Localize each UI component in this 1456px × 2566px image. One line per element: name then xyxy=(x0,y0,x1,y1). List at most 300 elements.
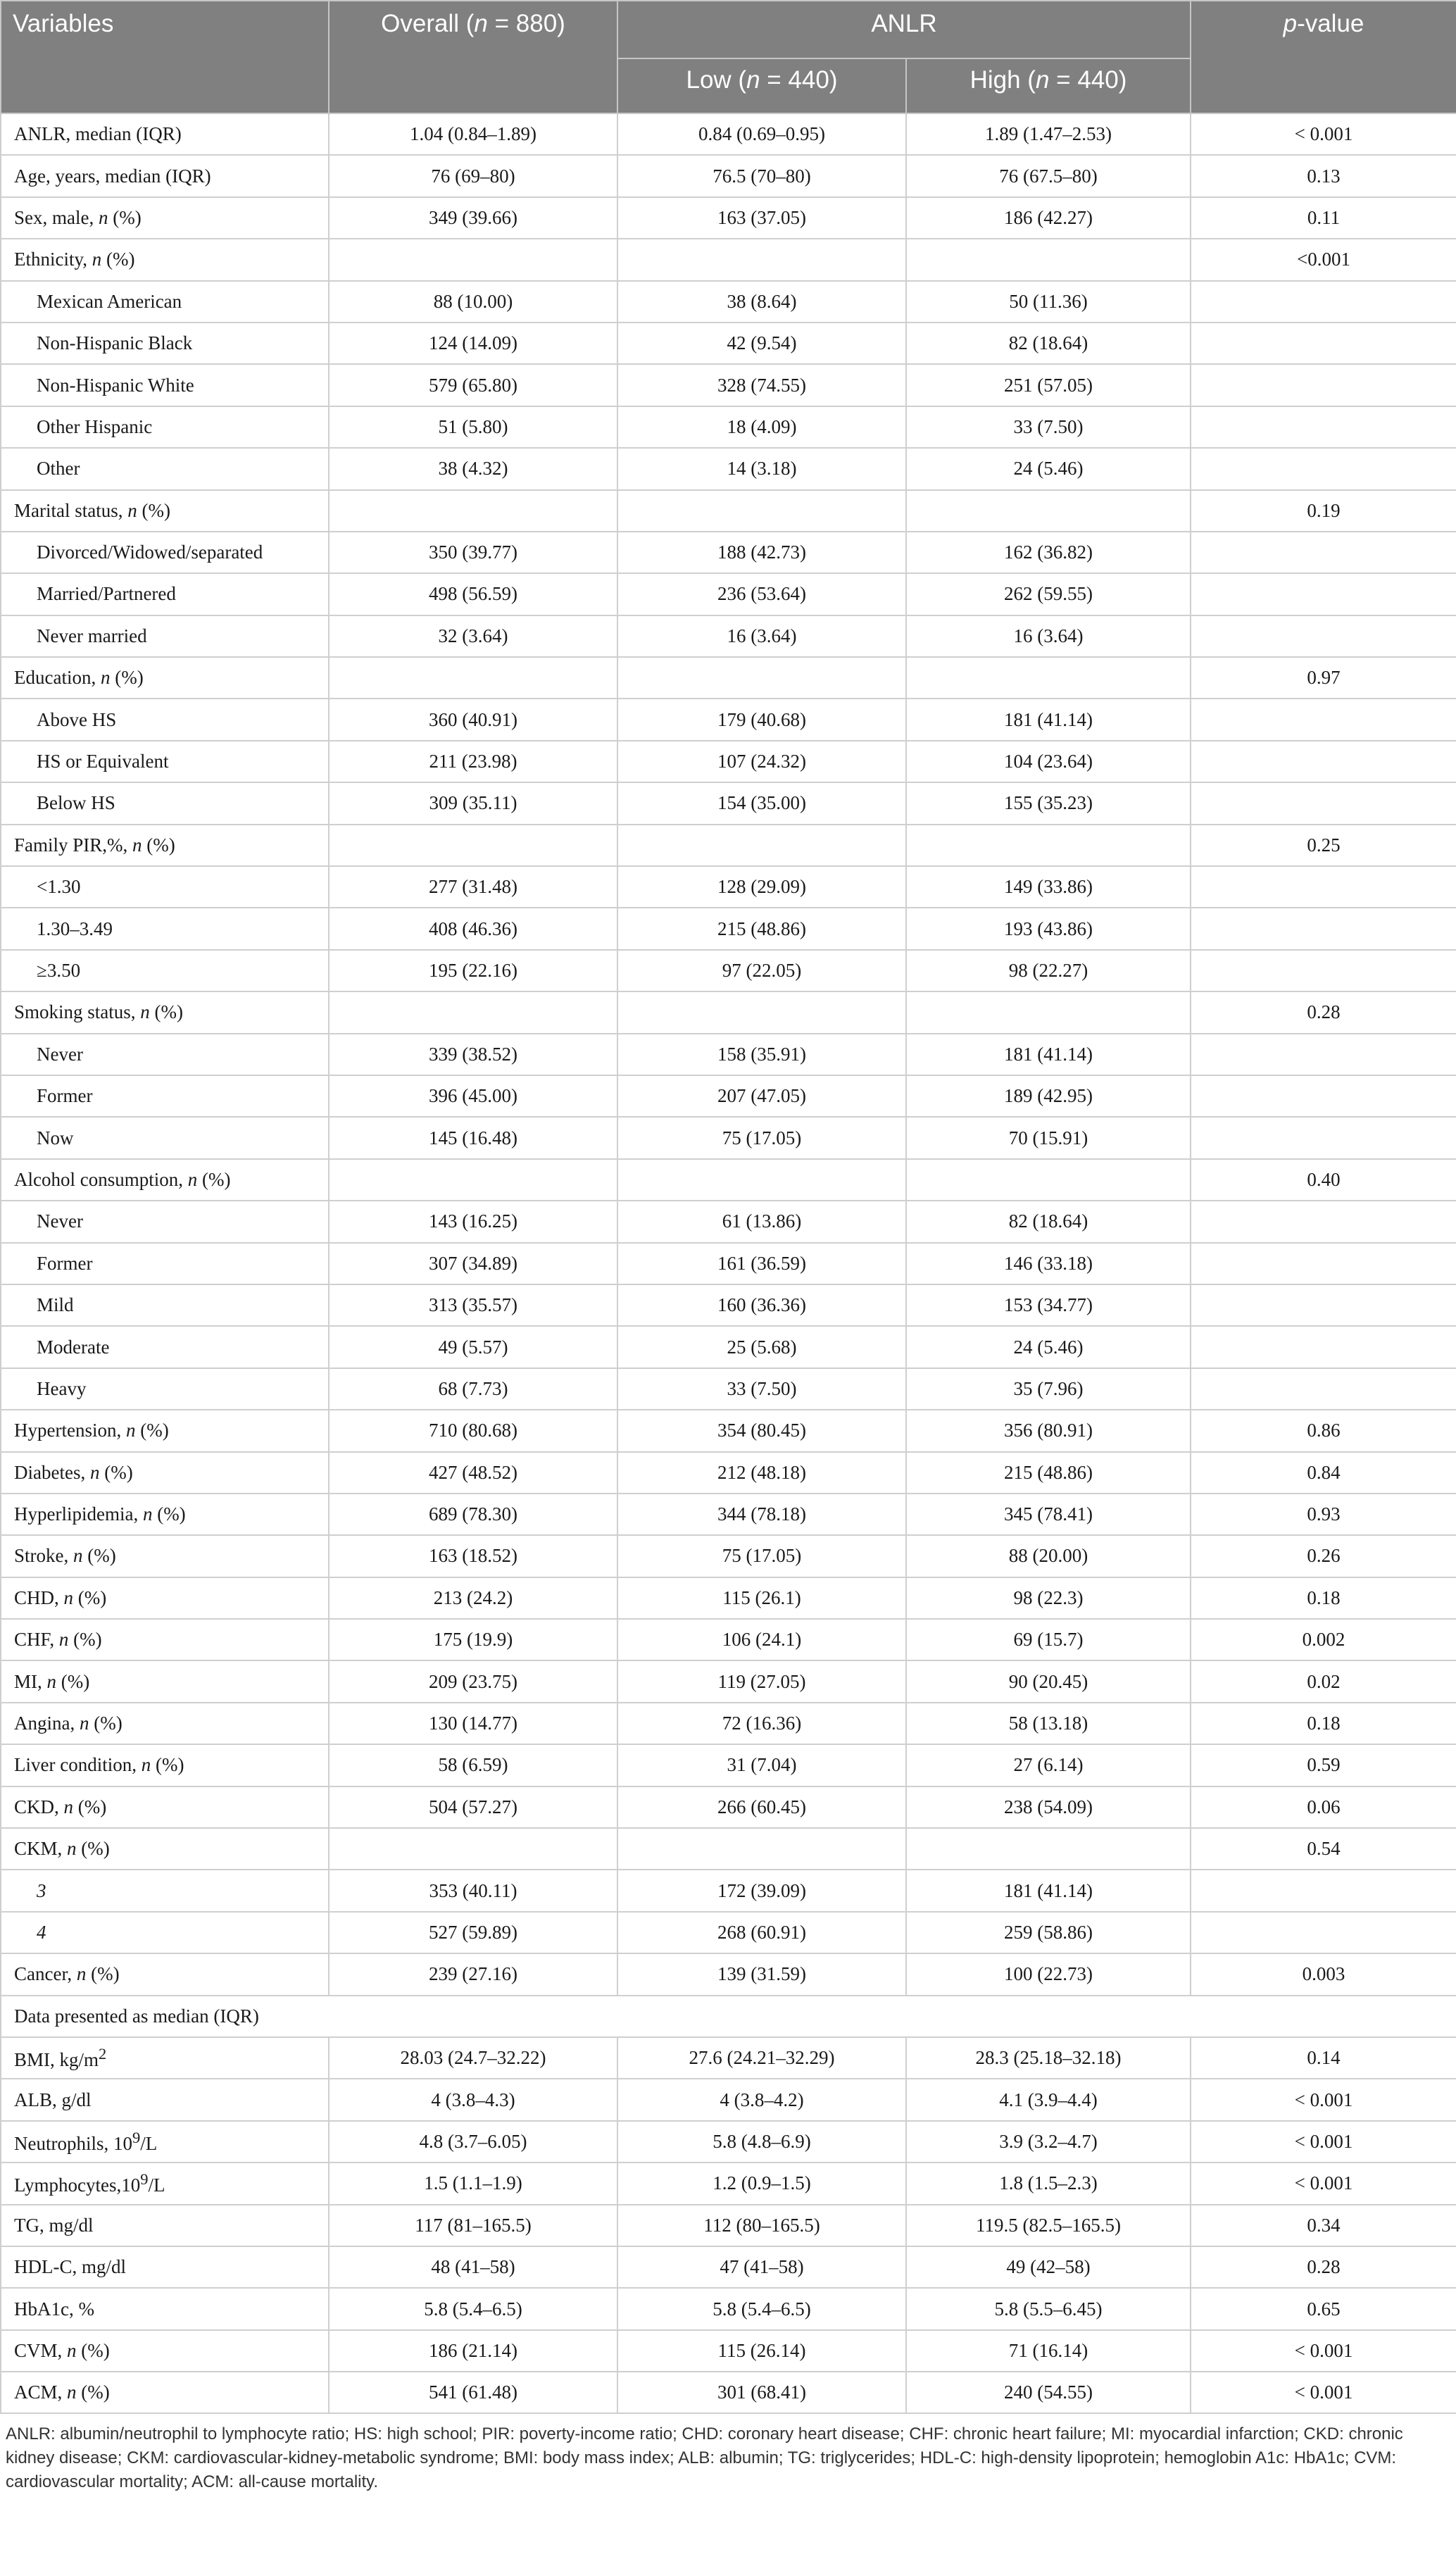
table-body xyxy=(1,113,1456,2413)
table-row xyxy=(1,1034,1456,1075)
row-label xyxy=(1,2079,329,2120)
p-value-cell: 0.19 xyxy=(1191,490,1456,532)
row-label-suffix: (%) xyxy=(73,1586,107,1608)
table-row xyxy=(1,1703,1456,1744)
table-row xyxy=(1,1452,1456,1494)
overall-cell: 350 (39.77) xyxy=(329,532,617,573)
row-label-text: Hyperlipidemia, xyxy=(14,1503,143,1525)
high-cell: 162 (36.82) xyxy=(906,532,1191,573)
p-value-cell: 0.13 xyxy=(1191,155,1456,196)
table-row xyxy=(1,490,1456,532)
low-cell xyxy=(617,1828,906,1870)
low-cell: 207 (47.05) xyxy=(617,1075,906,1117)
overall-cell: 38 (4.32) xyxy=(329,448,617,489)
row-label xyxy=(1,1828,329,1870)
row-label-text: Liver condition, xyxy=(14,1754,142,1776)
row-label-n: n xyxy=(132,834,142,856)
table-header xyxy=(1,1,1456,113)
row-label-text: CVM, xyxy=(14,2339,68,2361)
low-cell: 16 (3.64) xyxy=(617,615,906,657)
overall-cell: 541 (61.48) xyxy=(329,2372,617,2413)
row-label xyxy=(1,1117,329,1158)
table-row xyxy=(1,699,1456,740)
p-value-cell xyxy=(1191,1912,1456,1953)
row-label-text: Below HS xyxy=(37,792,115,814)
row-label-text: Non-Hispanic White xyxy=(37,374,194,396)
p-value-cell: 0.002 xyxy=(1191,1619,1456,1660)
high-cell: 24 (5.46) xyxy=(906,448,1191,489)
table-row xyxy=(1,1577,1456,1619)
row-label xyxy=(1,1452,329,1494)
overall-cell: 163 (18.52) xyxy=(329,1535,617,1577)
high-cell: 27 (6.14) xyxy=(906,1744,1191,1786)
overall-cell: 309 (35.11) xyxy=(329,782,617,824)
row-label-text: Age, years, median (IQR) xyxy=(14,165,211,187)
low-cell: 354 (80.45) xyxy=(617,1410,906,1451)
row-label-n: n xyxy=(46,1670,56,1692)
row-label-suffix: (%) xyxy=(56,1670,90,1692)
p-value-cell: 0.06 xyxy=(1191,1786,1456,1828)
row-label-n: n xyxy=(63,1586,74,1608)
overall-cell: 124 (14.09) xyxy=(329,323,617,364)
low-cell: 328 (74.55) xyxy=(617,364,906,406)
high-cell: 28.3 (25.18–32.18) xyxy=(906,2037,1191,2079)
low-cell: 14 (3.18) xyxy=(617,448,906,489)
p-value-cell xyxy=(1191,908,1456,949)
row-label xyxy=(1,950,329,991)
overall-cell: 143 (16.25) xyxy=(329,1201,617,1242)
row-label-suffix: (%) xyxy=(73,1796,107,1817)
row-label-text: Other Hispanic xyxy=(37,415,153,437)
row-label-n: n xyxy=(67,2339,77,2361)
row-label xyxy=(1,866,329,908)
p-value-cell xyxy=(1191,573,1456,615)
row-label-suffix: (%) xyxy=(76,2382,110,2403)
overall-cell: 186 (21.14) xyxy=(329,2330,617,2372)
overall-cell: 32 (3.64) xyxy=(329,615,617,657)
row-label xyxy=(1,113,329,155)
row-label-suffix: (%) xyxy=(101,249,135,270)
high-cell: 240 (54.55) xyxy=(906,2372,1191,2413)
row-label-text: Never married xyxy=(37,625,147,646)
row-label-n: n xyxy=(140,1001,150,1023)
row-label-n: n xyxy=(125,1420,136,1441)
low-cell: 212 (48.18) xyxy=(617,1452,906,1494)
row-label-text: Divorced/Widowed/separated xyxy=(37,542,263,563)
row-label xyxy=(1,2330,329,2372)
high-cell xyxy=(906,1159,1191,1201)
p-value-cell: 0.28 xyxy=(1191,991,1456,1033)
table-row xyxy=(1,950,1456,991)
p-value-cell xyxy=(1191,406,1456,448)
overall-cell xyxy=(329,991,617,1033)
row-label-text: ANLR, median (IQR) xyxy=(14,123,182,145)
row-label xyxy=(1,448,329,489)
row-label-suffix: (%) xyxy=(110,667,144,689)
table-row xyxy=(1,2372,1456,2413)
overall-cell xyxy=(329,239,617,280)
row-label-text: Other xyxy=(37,458,80,480)
low-cell: 179 (40.68) xyxy=(617,699,906,740)
row-label-n: n xyxy=(98,206,108,228)
header-p-value: p-value xyxy=(1191,1,1456,113)
high-cell: 345 (78.41) xyxy=(906,1494,1191,1535)
high-cell: 193 (43.86) xyxy=(906,908,1191,949)
row-label-text: Neutrophils, 10 xyxy=(14,2132,132,2154)
row-label xyxy=(1,197,329,239)
row-label xyxy=(1,2246,329,2288)
row-label-text: Education, xyxy=(14,667,101,689)
p-value-cell: 0.003 xyxy=(1191,1953,1456,1995)
p-value-cell xyxy=(1191,1117,1456,1158)
high-cell: 5.8 (5.5–6.45) xyxy=(906,2288,1191,2329)
row-label-suffix: (%) xyxy=(142,834,175,856)
row-label xyxy=(1,2163,329,2204)
row-label-n: n xyxy=(76,1963,87,1985)
high-cell xyxy=(906,239,1191,280)
overall-cell: 339 (38.52) xyxy=(329,1034,617,1075)
row-label-n: n xyxy=(92,249,102,270)
low-cell: 76.5 (70–80) xyxy=(617,155,906,196)
high-cell: 259 (58.86) xyxy=(906,1912,1191,1953)
table-row xyxy=(1,657,1456,699)
overall-cell: 313 (35.57) xyxy=(329,1284,617,1326)
overall-cell xyxy=(329,490,617,532)
p-value-cell xyxy=(1191,1326,1456,1368)
row-label-text: Former xyxy=(37,1252,93,1274)
row-label xyxy=(1,323,329,364)
row-label-text: HbA1c, % xyxy=(14,2298,94,2320)
row-label-suffix: (%) xyxy=(137,499,170,521)
table-row xyxy=(1,2288,1456,2329)
row-label xyxy=(1,406,329,448)
header-variables: Variables xyxy=(1,1,329,113)
row-label-suffix: (%) xyxy=(89,1713,123,1734)
row-label-text: ALB, g/dl xyxy=(14,2089,92,2110)
row-label xyxy=(1,490,329,532)
row-label xyxy=(1,281,329,323)
low-cell: 154 (35.00) xyxy=(617,782,906,824)
row-label-suffix: (%) xyxy=(76,1838,110,1860)
table-row xyxy=(1,1660,1456,1702)
overall-cell: 1.04 (0.84–1.89) xyxy=(329,113,617,155)
overall-cell: 68 (7.73) xyxy=(329,1368,617,1410)
overall-cell: 211 (23.98) xyxy=(329,741,617,782)
low-cell: 188 (42.73) xyxy=(617,532,906,573)
low-cell: 158 (35.91) xyxy=(617,1034,906,1075)
table-row xyxy=(1,1159,1456,1201)
high-cell: 49 (42–58) xyxy=(906,2246,1191,2288)
row-label-text: Lymphocytes,10 xyxy=(14,2174,141,2196)
high-cell: 215 (48.86) xyxy=(906,1452,1191,1494)
row-label-suffix: (%) xyxy=(149,1001,184,1023)
p-value-cell xyxy=(1191,699,1456,740)
low-cell: 106 (24.1) xyxy=(617,1619,906,1660)
low-cell: 72 (16.36) xyxy=(617,1703,906,1744)
row-label-text: Smoking status, xyxy=(14,1001,141,1023)
row-label-suffix: (%) xyxy=(108,206,142,228)
row-label-text: Ethnicity, xyxy=(14,249,92,270)
high-cell: 16 (3.64) xyxy=(906,615,1191,657)
p-value-cell xyxy=(1191,741,1456,782)
low-cell: 128 (29.09) xyxy=(617,866,906,908)
row-label-text: Above HS xyxy=(37,708,117,730)
high-cell: 71 (16.14) xyxy=(906,2330,1191,2372)
high-cell: 98 (22.27) xyxy=(906,950,1191,991)
high-cell: 1.89 (1.47–2.53) xyxy=(906,113,1191,155)
row-label-suffix: (%) xyxy=(86,1963,120,1985)
row-label xyxy=(1,741,329,782)
row-label xyxy=(1,2205,329,2246)
row-label-suffix: (%) xyxy=(135,1420,169,1441)
row-label-text: Mexican American xyxy=(37,290,182,312)
row-label-suffix: (%) xyxy=(82,1545,116,1567)
row-label xyxy=(1,657,329,699)
row-label-suffix: (%) xyxy=(151,1754,184,1776)
p-value-cell: 0.40 xyxy=(1191,1159,1456,1201)
low-cell: 344 (78.18) xyxy=(617,1494,906,1535)
row-label xyxy=(1,1744,329,1786)
row-label-n: n xyxy=(67,2382,77,2403)
overall-cell: 49 (5.57) xyxy=(329,1326,617,1368)
row-label xyxy=(1,1660,329,1702)
p-value-cell xyxy=(1191,1075,1456,1117)
high-cell: 119.5 (82.5–165.5) xyxy=(906,2205,1191,2246)
p-value-cell xyxy=(1191,323,1456,364)
row-label-suffix: (%) xyxy=(197,1168,231,1190)
low-cell: 25 (5.68) xyxy=(617,1326,906,1368)
row-label-text: Never xyxy=(37,1210,83,1232)
high-cell: 251 (57.05) xyxy=(906,364,1191,406)
p-value-cell: 0.11 xyxy=(1191,197,1456,239)
row-label-text: <1.30 xyxy=(37,876,81,898)
high-cell xyxy=(906,657,1191,699)
low-cell xyxy=(617,1159,906,1201)
table-row xyxy=(1,2121,1456,2163)
p-value-cell: < 0.001 xyxy=(1191,2079,1456,2120)
overall-cell: 527 (59.89) xyxy=(329,1912,617,1953)
row-label xyxy=(1,155,329,196)
row-label-superscript: 9 xyxy=(140,2170,149,2189)
row-label-text: CHD, xyxy=(14,1586,64,1608)
table-row xyxy=(1,866,1456,908)
overall-cell: 117 (81–165.5) xyxy=(329,2205,617,2246)
row-label-text: Stroke, xyxy=(14,1545,73,1567)
row-label xyxy=(1,699,329,740)
table-row xyxy=(1,825,1456,866)
row-label xyxy=(1,1619,329,1660)
p-value-cell xyxy=(1191,1034,1456,1075)
row-label xyxy=(1,1870,329,1911)
low-cell xyxy=(617,490,906,532)
row-label xyxy=(1,1368,329,1410)
table-row xyxy=(1,239,1456,280)
high-cell: 181 (41.14) xyxy=(906,699,1191,740)
p-value-cell xyxy=(1191,1243,1456,1284)
table-row xyxy=(1,406,1456,448)
row-label xyxy=(1,1494,329,1535)
row-label-text: MI, xyxy=(14,1670,47,1692)
row-label-n: n xyxy=(67,1838,77,1860)
low-cell: 301 (68.41) xyxy=(617,2372,906,2413)
row-label-n: n xyxy=(63,1796,74,1817)
row-label-text: Alcohol consumption, xyxy=(14,1168,188,1190)
low-cell: 215 (48.86) xyxy=(617,908,906,949)
high-cell: 186 (42.27) xyxy=(906,197,1191,239)
p-value-cell: 0.25 xyxy=(1191,825,1456,866)
row-label-suffix: (%) xyxy=(68,1629,102,1651)
table-row xyxy=(1,1744,1456,1786)
overall-cell: 710 (80.68) xyxy=(329,1410,617,1451)
low-cell: 107 (24.32) xyxy=(617,741,906,782)
table-row xyxy=(1,991,1456,1033)
row-label-text: Family PIR,%, xyxy=(14,834,133,856)
row-label-text: Marital status, xyxy=(14,499,128,521)
row-label xyxy=(1,1410,329,1451)
row-label xyxy=(1,1326,329,1368)
high-cell: 58 (13.18) xyxy=(906,1703,1191,1744)
table-row xyxy=(1,1494,1456,1535)
table-row xyxy=(1,573,1456,615)
row-label-text: Never xyxy=(37,1043,83,1065)
low-cell: 5.8 (5.4–6.5) xyxy=(617,2288,906,2329)
row-label-text: Hypertension, xyxy=(14,1420,126,1441)
overall-cell: 427 (48.52) xyxy=(329,1452,617,1494)
row-label-n: n xyxy=(73,1545,83,1567)
row-label-text: CKM, xyxy=(14,1838,68,1860)
overall-cell: 58 (6.59) xyxy=(329,1744,617,1786)
row-label-text: CHF, xyxy=(14,1629,59,1651)
p-value-cell: < 0.001 xyxy=(1191,2121,1456,2163)
table-row xyxy=(1,615,1456,657)
overall-cell: 5.8 (5.4–6.5) xyxy=(329,2288,617,2329)
row-label xyxy=(1,615,329,657)
row-label-superscript: 2 xyxy=(99,2045,107,2063)
high-cell: 50 (11.36) xyxy=(906,281,1191,323)
low-cell: 97 (22.05) xyxy=(617,950,906,991)
table-row xyxy=(1,532,1456,573)
p-value-cell: 0.84 xyxy=(1191,1452,1456,1494)
row-label xyxy=(1,1786,329,1828)
table-row xyxy=(1,448,1456,489)
overall-cell: 76 (69–80) xyxy=(329,155,617,196)
low-cell xyxy=(617,991,906,1033)
p-value-cell: 0.86 xyxy=(1191,1410,1456,1451)
header-anlr-group: ANLR xyxy=(617,1,1191,58)
high-cell: 4.1 (3.9–4.4) xyxy=(906,2079,1191,2120)
high-cell: 3.9 (3.2–4.7) xyxy=(906,2121,1191,2163)
row-label xyxy=(1,908,329,949)
row-label-n: n xyxy=(127,499,137,521)
table-row xyxy=(1,1243,1456,1284)
table-row xyxy=(1,323,1456,364)
table-row xyxy=(1,1326,1456,1368)
low-cell: 112 (80–165.5) xyxy=(617,2205,906,2246)
p-value-cell: 0.18 xyxy=(1191,1703,1456,1744)
row-label xyxy=(1,1703,329,1744)
low-cell: 47 (41–58) xyxy=(617,2246,906,2288)
row-label xyxy=(1,1535,329,1577)
p-value-cell: < 0.001 xyxy=(1191,113,1456,155)
table-footnote: ANLR: albumin/neutrophil to lymphocyte ratio; HS: high school; PIR: poverty-income ratio; CHD: coronary heart disease; CHF: chronic heart failure; MI: myocardial infarction; CKD: chronic kidney disease; CKM: cardiovascular-kidney-metabolic syndrome; BMI: body mass index; ALB: albumin; TG: triglycerides; HDL-C: high-density lipoprotein; hemoglobin A1c: HbA1c; CVM: cardiovascular mortality; ACM: all-cause mortality. xyxy=(6,2424,1403,2492)
low-cell: 38 (8.64) xyxy=(617,281,906,323)
overall-cell: 1.5 (1.1–1.9) xyxy=(329,2163,617,2204)
row-label-text: Mild xyxy=(37,1294,74,1316)
table-row xyxy=(1,1284,1456,1326)
header-high: High (n = 440) xyxy=(906,58,1191,113)
low-cell xyxy=(617,657,906,699)
p-value-cell: 0.97 xyxy=(1191,657,1456,699)
row-label-text: CKD, xyxy=(14,1796,64,1817)
overall-cell: 28.03 (24.7–32.22) xyxy=(329,2037,617,2079)
row-label xyxy=(1,1075,329,1117)
row-label-text: Now xyxy=(37,1127,74,1149)
table-row xyxy=(1,1201,1456,1242)
overall-cell: 504 (57.27) xyxy=(329,1786,617,1828)
row-label-n: n xyxy=(58,1629,69,1651)
low-cell: 4 (3.8–4.2) xyxy=(617,2079,906,2120)
overall-cell xyxy=(329,1159,617,1201)
high-cell: 76 (67.5–80) xyxy=(906,155,1191,196)
row-label-text: 1.30–3.49 xyxy=(37,918,113,939)
row-label-n: n xyxy=(142,1503,153,1525)
p-value-cell xyxy=(1191,782,1456,824)
row-label-text: Former xyxy=(37,1085,93,1107)
high-cell xyxy=(906,490,1191,532)
row-label xyxy=(1,1284,329,1326)
p-value-cell: 0.65 xyxy=(1191,2288,1456,2329)
overall-cell: 4 (3.8–4.3) xyxy=(329,2079,617,2120)
low-cell: 172 (39.09) xyxy=(617,1870,906,1911)
row-label xyxy=(1,1159,329,1201)
table-row xyxy=(1,782,1456,824)
row-label xyxy=(1,1577,329,1619)
row-label-suffix: (%) xyxy=(99,1461,133,1483)
row-label-suffix: (%) xyxy=(152,1503,186,1525)
low-cell: 266 (60.45) xyxy=(617,1786,906,1828)
overall-cell: 349 (39.66) xyxy=(329,197,617,239)
table-row xyxy=(1,1828,1456,1870)
low-cell: 61 (13.86) xyxy=(617,1201,906,1242)
table-row xyxy=(1,197,1456,239)
high-cell: 69 (15.7) xyxy=(906,1619,1191,1660)
header-low: Low (n = 440) xyxy=(617,58,906,113)
row-label xyxy=(1,2372,329,2413)
overall-cell: 51 (5.80) xyxy=(329,406,617,448)
row-label-text: Sex, male, xyxy=(14,206,99,228)
table-row xyxy=(1,2205,1456,2246)
row-label xyxy=(1,2121,329,2163)
row-label xyxy=(1,1034,329,1075)
p-value-cell: 0.14 xyxy=(1191,2037,1456,2079)
row-label-superscript: 9 xyxy=(132,2128,141,2146)
p-value-cell xyxy=(1191,1870,1456,1911)
high-cell: 82 (18.64) xyxy=(906,323,1191,364)
row-label-suffix: (%) xyxy=(76,2339,110,2361)
row-label-n: n xyxy=(141,1754,151,1776)
p-value-cell xyxy=(1191,1284,1456,1326)
row-label xyxy=(1,1243,329,1284)
high-cell: 262 (59.55) xyxy=(906,573,1191,615)
low-cell: 268 (60.91) xyxy=(617,1912,906,1953)
row-label-text: Married/Partnered xyxy=(37,583,176,605)
row-label-text: Heavy xyxy=(37,1377,87,1399)
low-cell: 139 (31.59) xyxy=(617,1953,906,1995)
row-label xyxy=(1,991,329,1033)
p-value-cell xyxy=(1191,364,1456,406)
overall-cell: 175 (19.9) xyxy=(329,1619,617,1660)
row-label-text: Data presented as median (IQR) xyxy=(14,2005,259,2027)
